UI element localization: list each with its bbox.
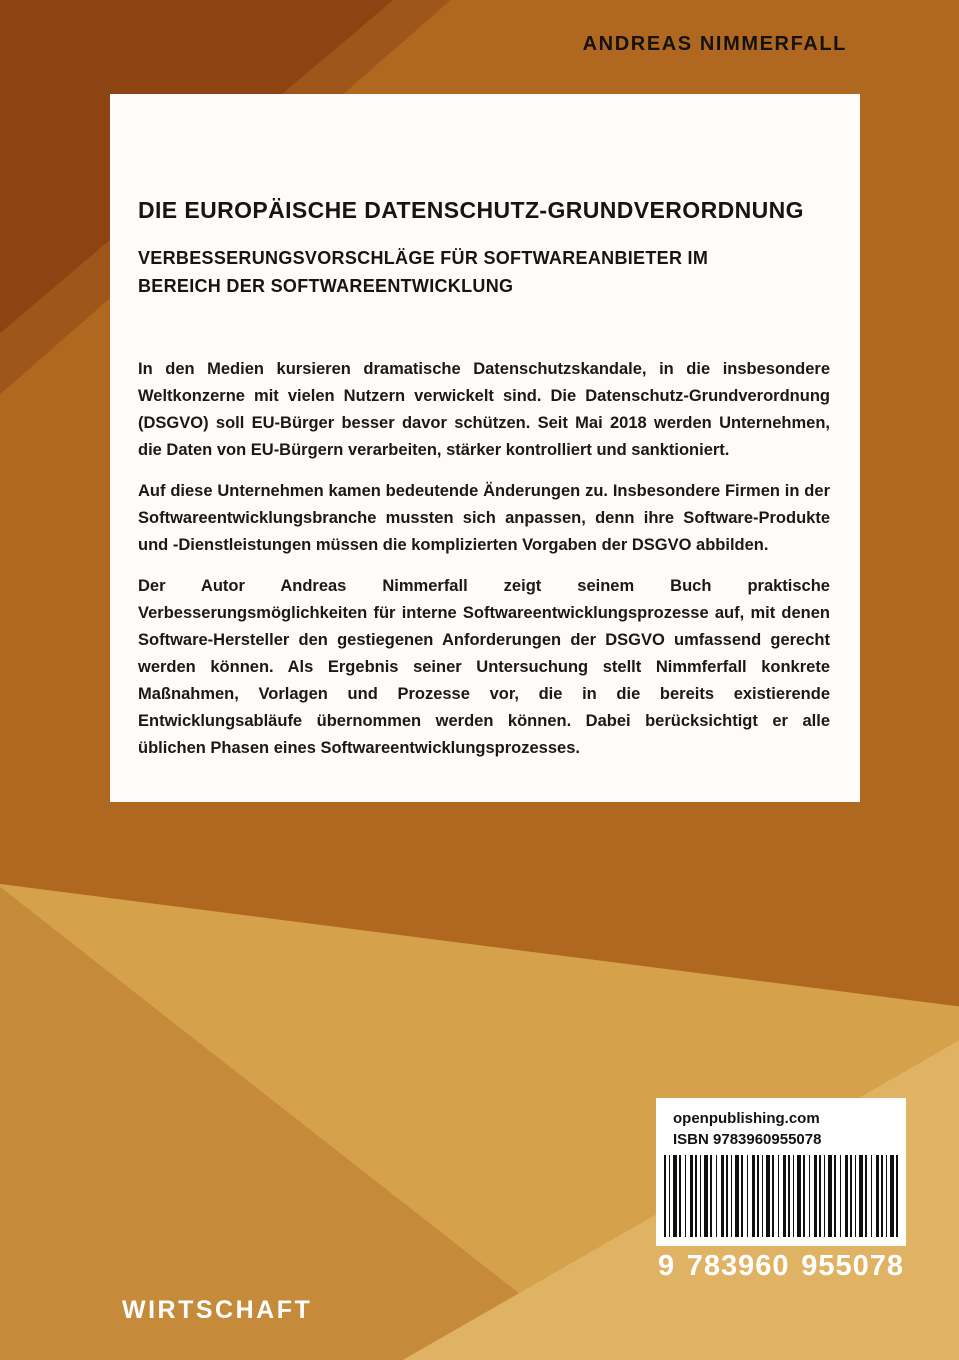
book-subtitle: [138, 244, 830, 300]
subtitle-line-1: VERBESSERUNGSVORSCHLÄGE FÜR SOFTWAREANBIETER IM: [138, 248, 709, 268]
blurb-paragraph-3: Der Autor Andreas Nimmerfall zeigt seinem Buch praktische Verbesserungsmöglichkeiten für interne Softwareentwicklungsprozesse auf, mit denen Software-Hersteller den gestiegenen Anforderungen der DSGVO umfassend gerecht werden können. Als Ergebnis seiner Untersuchung stellt Nimmferfall konkrete Maßnahmen, Vorlagen und Prozesse vor, die in die bereits existierende Entwicklungsabläufe übernommen werden können. Dabei berücksichtigt er alle üblichen Phasen eines Softwareentwicklungsprozesses.: [138, 577, 830, 757]
isbn-digit-group-1: 9: [658, 1250, 676, 1282]
isbn-number: [658, 1250, 904, 1283]
author-name: ANDREAS NIMMERFALL: [582, 33, 847, 55]
blurb-panel: [110, 94, 860, 802]
category-label: WIRTSCHAFT: [122, 1296, 313, 1324]
barcode-graphic: [664, 1155, 898, 1237]
book-title: DIE EUROPÄISCHE DATENSCHUTZ-GRUNDVERORDNUNG: [138, 197, 804, 223]
publisher-url: openpublishing.com: [673, 1110, 820, 1127]
isbn-label: ISBN 9783960955078: [673, 1131, 822, 1148]
isbn-digit-group-2: 783960: [686, 1250, 790, 1282]
isbn-digit-group-3: 955078: [801, 1250, 904, 1282]
barcode-panel: [656, 1098, 906, 1246]
blurb-paragraph-2: Auf diese Unternehmen kamen bedeutende Änderungen zu. Insbesondere Firmen in der Softwareentwicklungsbranche mussten sich anpassen, denn ihre Software-Produkte und -Dienstleistungen müssen die komplizierten Vorgaben der DSGVO abbilden.: [138, 482, 830, 554]
blurb-paragraph-1: In den Medien kursieren dramatische Datenschutzskandale, in die insbesondere Weltkonzerne mit vielen Nutzern verwickelt sind. Die Datenschutz-Grundverordnung (DSGVO) soll EU-Bürger besser davor schützen. Seit Mai 2018 werden Unternehmen, die Daten von EU-Bürgern verarbeiten, stärker kontrolliert und sanktioniert.: [138, 360, 830, 459]
subtitle-line-2: BEREICH DER SOFTWAREENTWICKLUNG: [138, 276, 514, 296]
